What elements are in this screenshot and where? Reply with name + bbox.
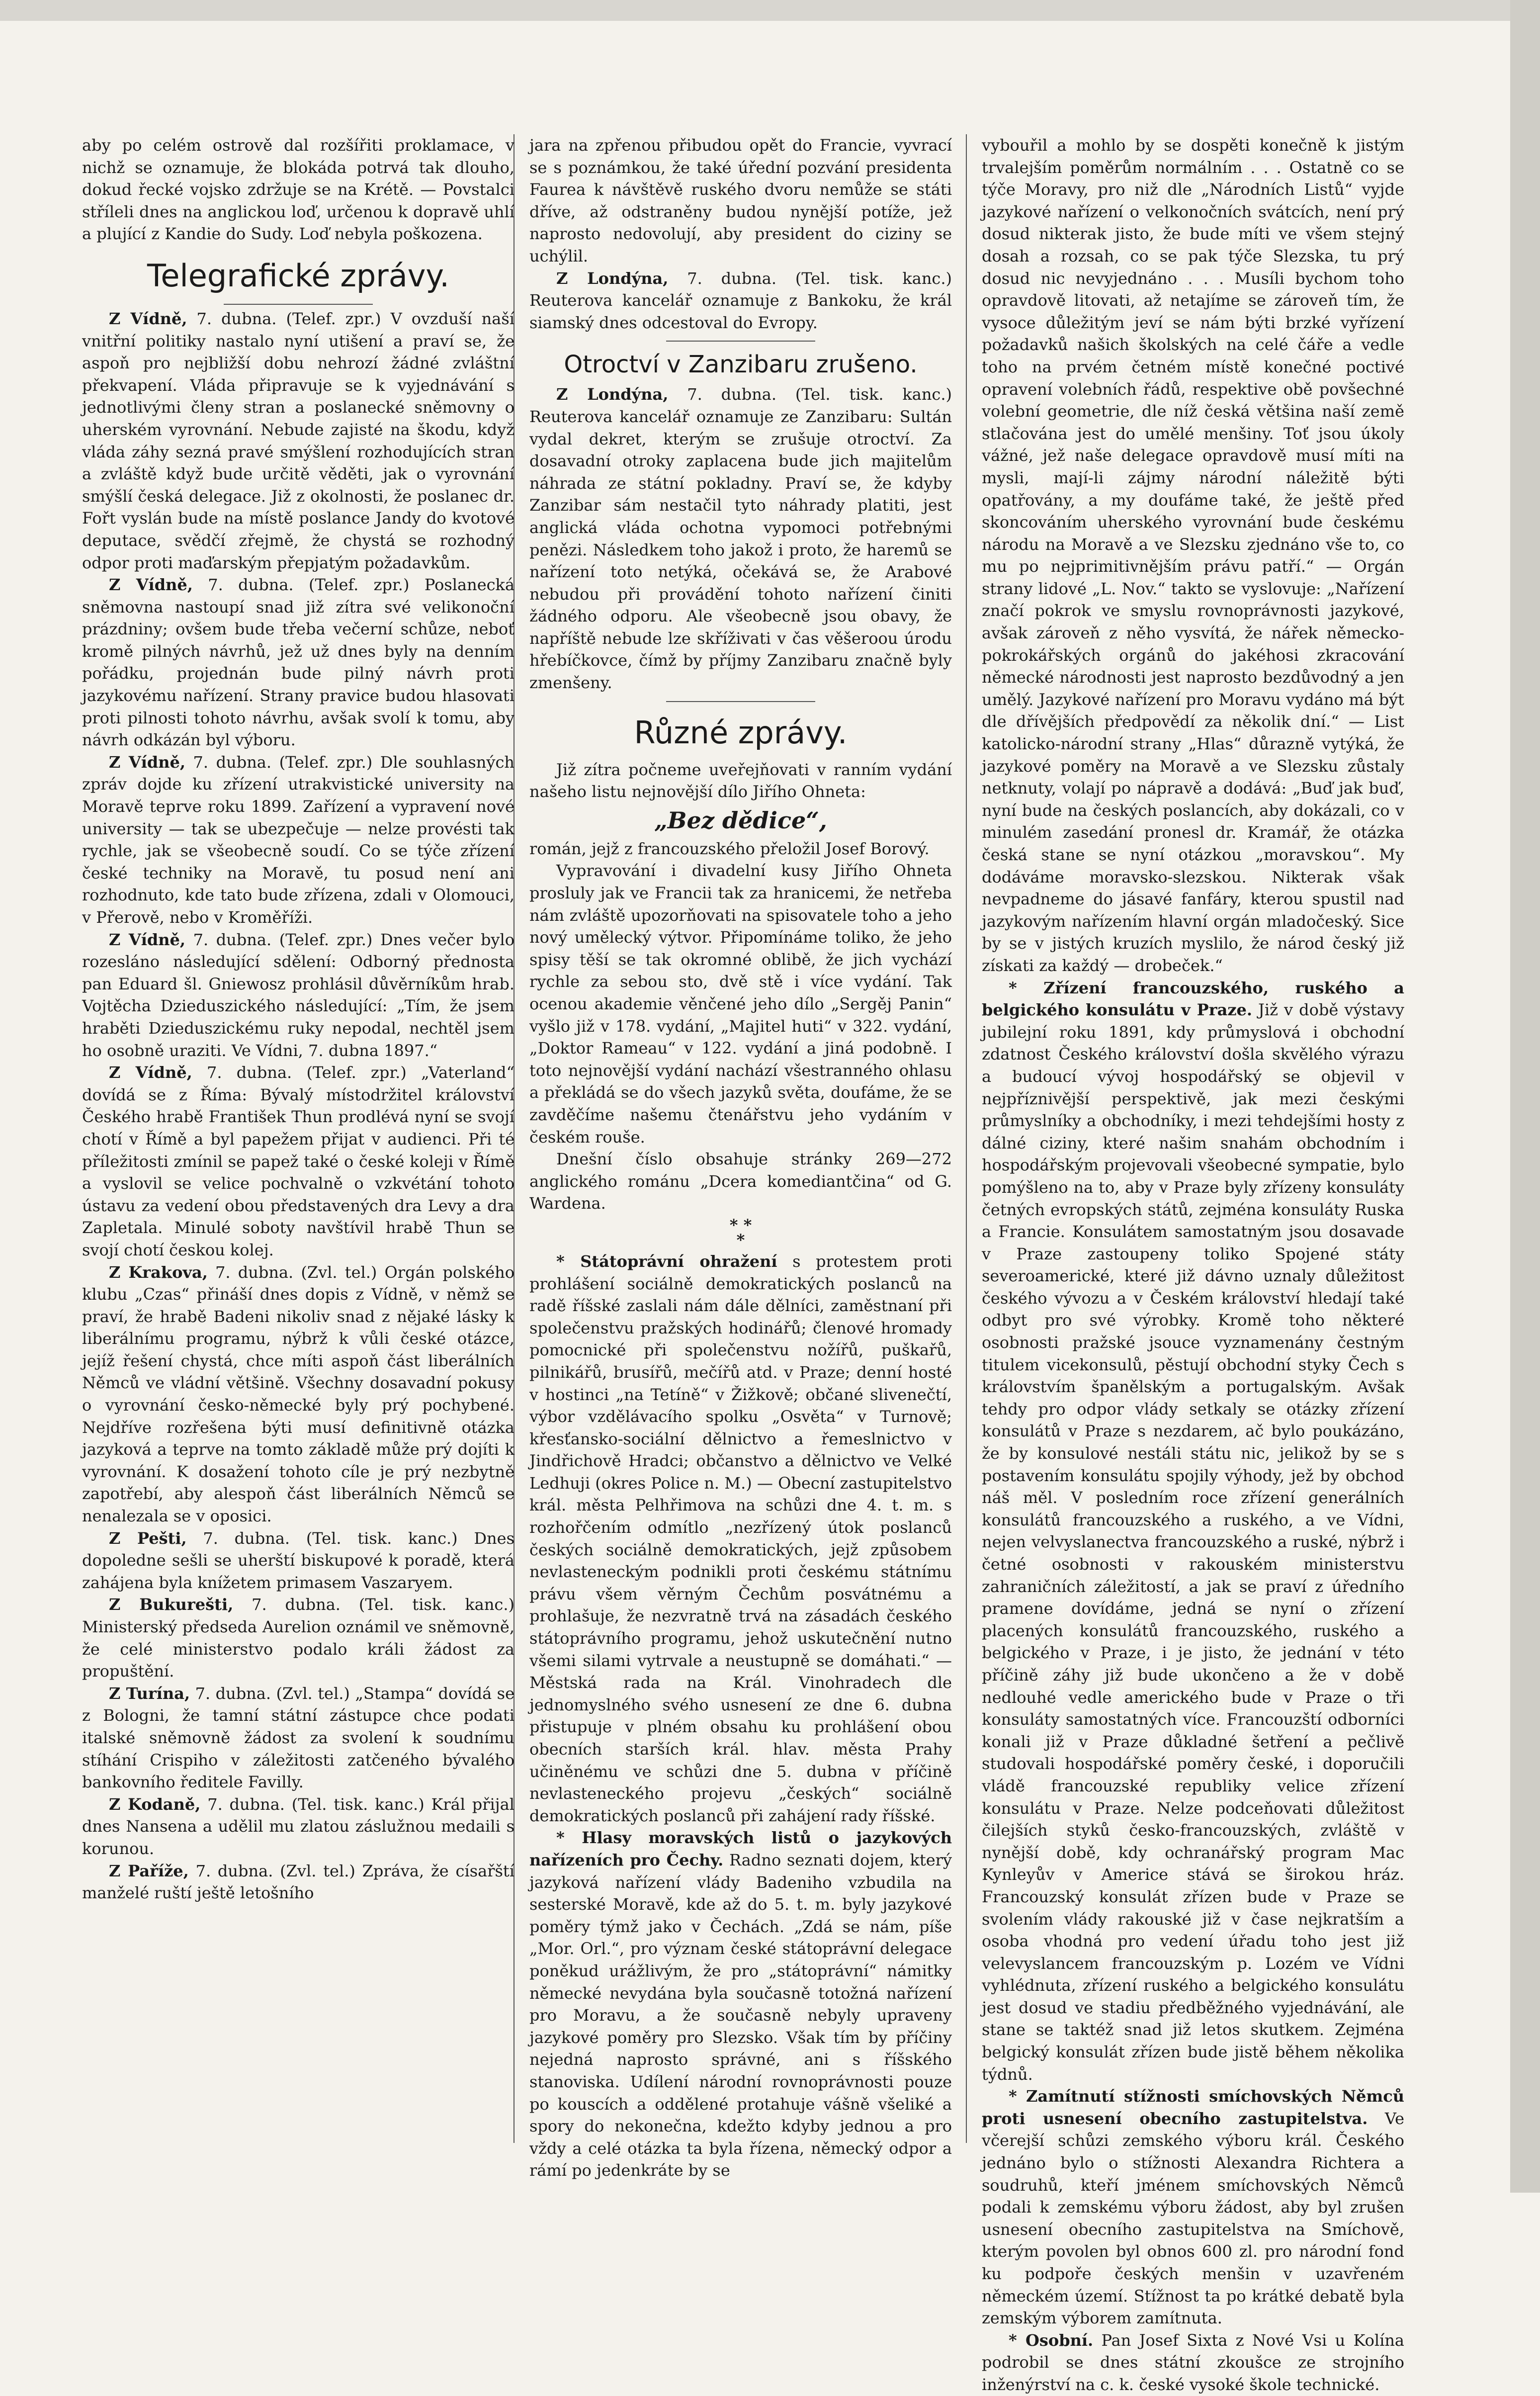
today-para: Dnešní číslo obsahuje stránky 269—272 anglického románu „Dcera komediantčina“ od G. Wardena. (529, 1150, 952, 1213)
article-text: 7. dubna. (Tel. tisk. kanc.) Reuterova kancelář oznamuje ze Zanzibaru: Sultán vydal dekret, kterým se zrušuje otroctví. Za dosavadní otroky zaplacena bude jich majitelům náhrada ze státní pokladny. Praví se, že kdyby Zanzibar sám nestačil tyto náhrady platiti, jest anglická vláda ochotna vypomoci potřebnými penězi. Následkem toho jakož i proto, že haremů se nařízení toto netýká, očekává se, že Arabové nebudou při provádění tohoto nařízení činiti žádného odporu. Ale všeobecně jsou obavy, že napříště nebude lze skříživati v čas věšeroou úrodu hřebíčkovce, čímž by příjmy Zanzibaru značně byly zmenšeny. (529, 385, 952, 693)
telegraph-item (82, 574, 514, 751)
stars-separator: * * * (729, 1215, 752, 1249)
novel-title: „Bez dědice“, (654, 806, 827, 834)
article-osobni (982, 2329, 1404, 2396)
telegraph-item (82, 751, 514, 929)
heading-rule (224, 304, 373, 305)
telegraph-item-text: 7. dubna. (Zvl. tel.) Zpráva, že císařští manželé ruští ještě letošního (82, 1861, 514, 1903)
telegraph-item-lead: Z Vídně, (109, 1063, 192, 1082)
telegraph-item (82, 1062, 514, 1261)
heading-telegraficke-zpravy: Telegrafické zprávy. (147, 257, 449, 294)
column-2 (514, 134, 967, 2180)
article-lead: * Zamítnutí stížnosti smíchovských Němců proti usnesení obecního zastupitelstva. (982, 2087, 1404, 2128)
article-lead: * Státoprávní ohražení (556, 1251, 777, 1271)
telegraph-item-lead: Z Vídně, (109, 752, 185, 772)
telegraph-item-text: 7. dubna. (Zvl. tel.) Orgán polského klubu „Czas“ přináší dnes dopis z Vídně, v němž se praví, že hrabě Badeni nikoliv snad z nějaké lásky k liberálnímu programu, nýbrž k vůli české otázce, jejíž řešení chystá, chce míti aspoň část liberálních Němců ve vládní většině. Všechny dosavadní pokusy o vyrovnání česko-německé byly prý pochybené. Nejdříve rozřešena býti musí definitivně otázka jazyková a teprve na tomto základě může prý dojíti k vyrovnání. K dosažení tohoto cíle je prý nezbytně zapotřebí, aby alespoň část liberálních Němců se nenalezala se v oposici. (82, 1262, 515, 1526)
col2-intro: jara na zpřenou přibudou opět do Francie, vyvrací se s poznámkou, že také úřední pozvání presidenta Faurea k návštěvě ruského dvoru nemůže se státi dříve, až odstraněny budou nynější potíže, jež naprosto nedovolují, aby president do ciziny se uchýlil. (529, 136, 952, 266)
article-text: Ve včerejší schůzi zemského výboru král. Českého jednáno bylo o stížnosti Alexandra Richtera a soudruhů, kteří jménem smíchovských Němců podali k zemskému výboru žádost, aby byl zrušen usnesení obecního zastupitelstva na Smíchově, kterým povolen byl obnos 600 zl. pro národní fond ku podpoře českých menšin v uzavřeném německém území. Stížnost ta po krátké debatě byla zemským výborem zamítnuta. (982, 2109, 1405, 2328)
telegraph-item (82, 929, 514, 1062)
article-text: s protestem proti prohlášení sociálně demokratických poslanců na radě říšské zaslali nám dále dělníci, zaměstnaní při společenstvu pražských hodinářů; členové hromady pomocnické při společenstvu nožířů, puškařů, pilnikářů, brusířů, mečířů atd. v Praze; denní hosté v hostinci „na Tetíně“ v Žižkově; občané slivenečtí, výbor vzdělávacího spolku „Osvěta“ v Turnově; křesťansko-sociální dělnictvo a řemeslnictvo v Jindřichově Hradci; občanstvo a dělnictvo ve Velké Ledhuji (okres Police n. M.) — Obecní zastupitelstvo král. města Pelhřimova na schůzi dne 4. t. m. s rozhořčením odmítlo „nezřízený útok poslanců českých sociálně demokratických, jejž způsobem nevlasteneckým podnikli proti českému státnímu právu všem věrným Čechům posvátnému a prohlašuje, že nezvratně trvá na zásadách českého státoprávního programu, jehož uskutečnění nutno všemi silami vytrvale a neustupně se domáhati.“ — Městská rada na Král. Vinohradech dle jednomyslného svého usnesení ze dne 6. dubna přistupuje v plném obsahu ku prohlášení obou obecních starších král. hlav. města Prahy učiněnému ve schůzi dne 5. dubna v příčině nevlasteneckého projevu „českých“ sociálně demokratických poslanců při zahájení rady říšské. (529, 1251, 952, 1825)
telegraph-item-text: 7. dubna. (Tel. tisk. kanc.) Ministerský předseda Aurelion oznámil ve sněmovně, že celé ministerstvo podalo králi žádost za propuštění. (82, 1595, 515, 1681)
telegraph-item-text: 7. dubna. (Telef. zpr.) Dnes večer bylo rozesláno následující sdělení: Odborný přednosta pan Eduard šl. Gniewosz prohlásil důvěrníkům hrab. Vojtěcha Dzieduszického následující: „Tím, že jsem hraběti Dzieduszickému ruky nepodal, nechtěl jsem ho osobně uraziti. Ve Vídni, 7. dubna 1897.“ (82, 930, 515, 1060)
telegraph-item (82, 1594, 514, 1682)
telegraph-item (82, 1261, 514, 1527)
article-hlasy (529, 1827, 952, 2182)
article-lead: * Osobní. (1009, 2330, 1094, 2350)
telegraph-item (82, 1793, 514, 1860)
column-3 (967, 134, 1405, 2394)
novel-para: Vypravování i divadelní kusy Jiřího Ohneta prosluly jak ve Francii tak za hranicemi, že netřeba nám zvláště upozorňovati na spisovatele toho a jeho nový umělecký výtvor. Připomínáme toliko, že jeho spisy těší se tak okromné oblibě, že jich vychází rychle za sebou sto, dvě stě i více vydání. Tak ocenou akademie věnčené jeho dílo „Sergěj Panin“ vyšlo již v 178. vydání, „Majitel huti“ v 322. vydání, „Doktor Rameau“ v 122. vydání a jiná podobně. I toto nejnovější vydání nachází všestranného ohlasu a překládá se do všech jazyků světa, doufáme, že se zavděčíme našemu čtenářstvu jeho vydáním v českém rouše. (529, 861, 952, 1147)
telegraph-item (82, 1683, 514, 1793)
article-lead: * Zřízení francouzského, ruského a belgického konsulátu v Praze. (982, 978, 1404, 1020)
col3-intro: vybouřil a mohlo by se dospěti konečně k jistým trvalejším poměrům normálním . . . Ostatně co se týče Moravy, pro niž dle „Národních Listů“ vyjde jazykové nařízení o velkonočních svátcích, není prý dosud nikterak jisto, že bude míti ve všem stejný dosah a rozsah, co se pak týče Slezska, tu prý dosud nic nevyjednáno . . . Musíli bychom toho opravdově litovati, až netajíme se zároveň tím, že vysoce důležitým jeví se nám býti brzké vyřízení požadavků našich školských na celé čáře a vedle toho na prvém četném místě konečné poctivé opravení volebních řádů, respektive obě povšechné volební geometrie, dle níž česká většina naší země stlačována jest do umělé menšiny. Toť jsou úkoly vážné, jež naše delegace opravdově musí míti na mysli, mají-li zájmy národní náležitě býti opatřovány, a my doufáme také, že ještě před skoncováním uherského vyrovnání bude českému národu na Moravě a ve Slezsku zjednáno vše to, co mu po nejprimitivnějším právu patří.“ — Orgán strany lidové „L. Nov.“ takto se vyslovuje: „Nařízení značí pokrok ve smyslu rovnoprávnosti jazykové, avšak zároveň z něho vysvítá, že nářek německo-pokrokářských orgánů do jakéhosi zkracování německé národnosti jest naprosto bezdůvodný a jen umělý. Jazykové nařízení pro Moravu vydáno má být dle dřívějších předpovědí za několik dní.“ — List katolicko-národní strany „Hlas“ důrazně vytýká, že jazykové poměry na Moravě a ve Slezsku zůstaly netknuty, volají po nápravě a dodává: „Buď jak buď, nyní bude na českých poslancích, aby dokázali, co v minulém zasedání pronesl dr. Kramář, že otázka česká stane se nyní otázkou „moravskou“. My dodáváme moravsko-slezskou. Nikterak však nevpadneme do jásavé fanfáry, kterou spustil nad jazykovým nařízením hlavní orgán mladočeský. Sice by se v jistých kruzích myslilo, že národ český již získati za každý — drobeček.“ (982, 136, 1404, 975)
section-rule (666, 701, 815, 702)
telegraph-item-text: 7. dubna. (Zvl. tel.) „Stampa“ dovídá se z Bologni, že tamní státní zástupce chce podati italské sněmovně žádost za svolení k soudnímu stíhání Crispiho v záležitosti zatčeného bývalého bankovního ředitele Favilly. (82, 1684, 515, 1792)
telegraph-item-text: 7. dubna. (Telef. zpr.) V ovzduší naší vnitřní politiky nastalo nyní utišení a praví se, že aspoň pro nejbližší dobu nehrozí žádné zvláštní překvapení. Vláda připravuje se k vyjednávání s jednotlivými členy stran a poslanecké sněmovny o uherském vyrovnání. Nebude zajisté na škodu, když vláda záhy sezná pravé smýšlení rozhodujících stran a zvláště když bude určitě věděti, jak o vyrovnání smýšlí česká delegace. Již z okolnosti, že poslanec dr. Fořt vyslán bude na místě poslance Jandy do kvotové deputace, svědčí zřejmě, že chystá se rozhodný odpor proti maďarským přepjatým požadavkům. (82, 309, 515, 572)
scan-edge-top (0, 0, 1540, 21)
telegraph-item (82, 1527, 514, 1594)
article-zamitnuti (982, 2085, 1404, 2329)
novel-after: román, jejž z francouzského přeložil Josef Borový. (529, 839, 930, 858)
telegraph-item-lead: Z Vídně, (109, 309, 187, 328)
telegraph-item-text: 7. dubna. (Tel. tisk. kanc.) Dnes dopoledne sešli se uherští biskupové k poradě, která zahájena byla knížetem primasem Vaszaryem. (82, 1528, 515, 1592)
article-zrizeni-konsulatu (982, 977, 1404, 2086)
article-text: 7. dubna. (Tel. tisk. kanc.) Reuterova kancelář oznamuje z Bankoku, že král siamský dnes odcestoval do Evropy. (529, 268, 952, 332)
article-london-1 (529, 267, 952, 334)
telegraph-item (82, 1860, 514, 1904)
telegraph-item-text: 7. dubna. (Tel. tisk. kanc.) Král přijal dnes Nansena a udělil mu zlatou záslužnou medaili s korunou. (82, 1794, 515, 1858)
column-1 (82, 134, 514, 2143)
scan-edge-right (1510, 0, 1540, 2193)
col1-intro: aby po celém ostrově dal rozšířiti proklamace, v nichž se oznamuje, že blokáda potrvá tak dlouho, dokud řecké vojsko zdržuje se na Krétě. — Povstalci stříleli dnes na anglickou loď, určenou k dopravě uhlí a plující z Kandie do Sudy. Loď nebyla poškozena. (82, 136, 514, 244)
section-rule (666, 341, 815, 342)
telegraph-item-lead: Z Pešti, (109, 1528, 187, 1548)
telegraph-item-text: 7. dubna. (Telef. zpr.) Dle souhlasných zpráv dojde ku zřízení utrakvistické university na Moravě teprve roku 1899. Zařízení a vypravení nové university — tak se ubezpečuje — nelze provésti tak rychle, jak se všeobecně soudí. Co se týče zřízení české techniky na Moravě, tu posud není ani rozhodnuto, kde tato bude zřízena, zdali v Olomouci, v Přerově, nebo v Kroměříži. (82, 752, 515, 927)
telegraph-item-lead: Z Turína, (109, 1684, 190, 1703)
article-text: Pan Josef Sixta z Nové Vsi u Kolína podrobil se dnes státní zkoušce ze strojního inženýrství na c. k. české vysoké škole technické. (982, 2330, 1405, 2394)
telegraph-item (82, 308, 514, 574)
novel-intro: Již zítra počneme uveřejňovati v ranním vydání našeho listu nejnovější dílo Jiřího Ohneta: (529, 760, 952, 801)
telegraph-item-lead: Z Kodaně, (109, 1794, 201, 1814)
article-lead: Z Londýna, (556, 385, 669, 404)
telegraph-item-lead: Z Bukurešti, (109, 1595, 234, 1614)
newspaper-page (82, 134, 1454, 2394)
article-london-2 (529, 383, 952, 694)
telegraph-item-lead: Z Krakova, (109, 1262, 208, 1282)
heading-ruzne-zpravy: Různé zprávy. (634, 714, 848, 751)
heading-otroctvi: Otroctví v Zanzibaru zrušeno. (564, 351, 918, 379)
telegraph-item-lead: Z Vídně, (109, 930, 186, 949)
telegraph-item-lead: Z Vídně, (109, 575, 193, 595)
article-text: Radno seznati dojem, který jazyková nařízení vlády Badeniho vzbudila na sesterské Moravě, kde až do 5. t. m. byly jazykové poměry týmž jako v Čechách. „Zdá se nám, píše „Mor. Orl.“, pro význam české státoprávní delegace poněkud urážlivým, že pro „státoprávní“ námitky německé nevydána byla současně totožná nařízení pro Moravu, a že současně nebyly upraveny jazykové poměry pro Slezsko. Však tím by příčiny nejedná naprosto správné, ani s říšského stanoviska. Udílení národní rovnoprávnosti pouze po kouscích a oddělené protahuje vášně všeliké a spory do nekonečna, kdežto kdyby jednou a pro vždy a celé otázka ta byla řízena, německý odpor a rámí po jedenkráte by se (529, 1850, 952, 2180)
article-statopravni (529, 1250, 952, 1827)
article-lead: Z Londýna, (556, 268, 669, 288)
telegraph-items (82, 308, 514, 1904)
telegraph-item-text: 7. dubna. (Telef. zpr.) Poslanecká sněmovna nastoupí snad již zítra své velikonoční prázdniny; ovšem bude třeba večerní schůze, neboť kromě pilných návrhů, jež už dnes byly na denním pořádku, projednán bude pilný návrh proti jazykovému nařízení. Strany pravice budou hlasovati proti pilnosti tohoto návrhu, avšak svolí k tomu, aby návrh odkázán byl výboru. (82, 575, 515, 750)
article-lead: * Hlasy moravských listů o jazykových nařízeních pro Čechy. (529, 1828, 952, 1869)
telegraph-item-lead: Z Paříže, (109, 1861, 189, 1880)
article-text: Již v době výstavy jubilejní roku 1891, kdy průmyslová i obchodní zdatnost Českého království došla skvělého výrazu a budoucí vývoj hospodářský se objevil v nejpříznivější perspektivě, jak mezi českými průmyslníky a obchodníky, i mezi tehdejšími hosty z dálné ciziny, které našim snahám obchodním i hospodářským projevovali všeobecné sympatie, bylo pomýšleno na to, aby v Praze byly zřízeny konsuláty četných evropských států, zejména konsuláty Ruska a Francie. Konsulátem samostatným jsou dosavade v Praze zastoupeny toliko Spojené státy severoamerické, které již dávno uznaly důležitost českého vývozu a v Českém království hledají také odbyt pro své výrobky. Kromě toho některé osobnosti pražské jsouce vyznamenány čestným titulem vicekonsulů, pěstují obchodní styky Čech s královstvím španělským a portugalským. Avšak tehdy pro odpor vlády setkaly se otázky zřízení konsulátů v Praze s nezdarem, ač bylo poukázáno, že by konsulové nestáli státu nic, jelikož by se s postavením konsulátu spojily výhody, jež by obchod náš měl. V posledním roce zřízení generálních konsulátů francouzského a ruského, a ve Vídni, nejen velvyslanectva francouzského a ruské, nýbrž i četné osobnosti v rakouském ministerstvu zahraničních záležitostí, a jak se praví z úředního pramene dovídáme, jedná se nyní o zřízení placených konsulátů francouzského, ruského a belgického v Praze, i je jisto, že jednání v této příčině záhy již bude ukončeno a že v době nedlouhé vedle amerického bude v Praze o tři konsuláty samostatných více. Francouzští odborníci konali již v Praze důkladné šetření a pečlivě studovali hospodářské poměry české, i doporučili vládě francouzské republiky velice zřízení konsulátu v Praze. Nelze podceňovati důležitost čilejších styků česko-francouzských, zvláště v nynější době, kdy ochranářský program Mac Kynleyův v Americe stává se širokou hráz. Francouzský konsulát zřízen bude v Praze se svolením vlády rakouské již v čase nejkratším a osoba vhodná pro vedení úřadu toho jest již velevyslancem francouzským p. Lozém ve Vídni vyhlédnuta, zřízení ruského a belgického konsulátu jest dosud ve stadiu předběžného vyjednávání, ale stane se taktéž snad již letos skutkem. Zejména belgický konsulát zřízen bude jistě během několika týdnů. (982, 1000, 1405, 2084)
telegraph-item-text: 7. dubna. (Telef. zpr.) „Vaterland“ dovídá se z Říma: Bývalý místodržitel království Českého hrabě František Thun prodlévá nyní se svojí chotí v Římě a byl papežem přijat v audienci. Při té příležitosti zmínil se papež také o české koleji v Římě a vyslovil se velice pochvalně o vzkvétání tohoto ústavu za vedení obou představených dra Levy a dra Zapletala. Minulé soboty navštívil hrabě Thun se svojí chotí českou kolej. (82, 1063, 515, 1259)
